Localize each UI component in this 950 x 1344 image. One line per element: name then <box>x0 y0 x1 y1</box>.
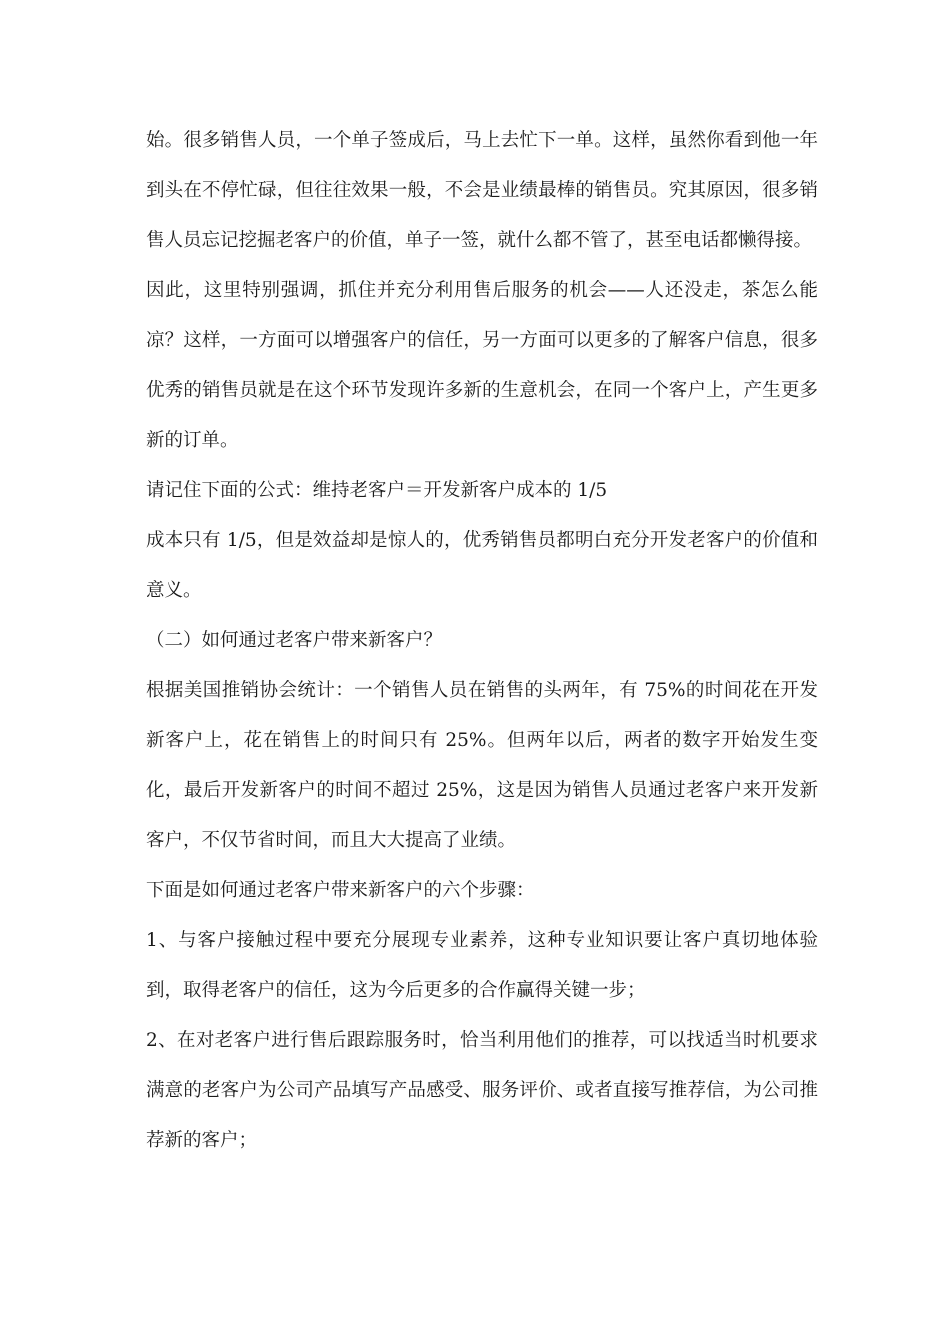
section-heading: （二）如何通过老客户带来新客户？ <box>146 630 443 651</box>
paragraph-formula: 请记住下面的公式：维持老客户＝开发新客户成本的 1/5 <box>146 480 608 501</box>
list-item-step-1: 1、与客户接触过程中要充分展现专业素养，这种专业知识要让客户真切地体验到，取得老客户的信任，这为今后更多的合作赢得关键一步； <box>146 930 818 1001</box>
paragraph-statistics: 根据美国推销协会统计：一个销售人员在销售的头两年，有 75%的时间花在开发新客户上，花在销售上的时间只有 25%。但两年以后，两者的数字开始发生变化，最后开发新客户的时间不超过 25%，这是因为销售人员通过老客户来开发新客户，不仅节省时间，而且大大提高了业绩。 <box>146 680 818 851</box>
paragraph-steps-intro: 下面是如何通过老客户带来新客户的六个步骤： <box>146 880 535 901</box>
paragraph-after-sales-opportunity: 因此，这里特别强调，抓住并充分利用售后服务的机会——人还没走，茶怎么能凉？这样，一方面可以增强客户的信任，另一方面可以更多的了解客户信息，很多优秀的销售员就是在这个环节发现许多新的生意机会，在同一个客户上，产生更多新的订单。 <box>146 280 818 451</box>
list-item-step-2: 2、在对老客户进行售后跟踪服务时，恰当利用他们的推荐，可以找适当时机要求满意的老客户为公司产品填写产品感受、服务评价、或者直接写推荐信，为公司推荐新的客户； <box>146 1030 818 1151</box>
document-body <box>146 116 818 1166</box>
paragraph-old-customer-value: 始。很多销售人员，一个单子签成后，马上去忙下一单。这样，虽然你看到他一年到头在不停忙碌，但往往效果一般，不会是业绩最棒的销售员。究其原因，很多销售人员忘记挖掘老客户的价值，单子一签，就什么都不管了，甚至电话都懒得接。 <box>146 130 818 251</box>
paragraph-cost-benefit: 成本只有 1/5，但是效益却是惊人的，优秀销售员都明白充分开发老客户的价值和意义。 <box>146 530 818 601</box>
